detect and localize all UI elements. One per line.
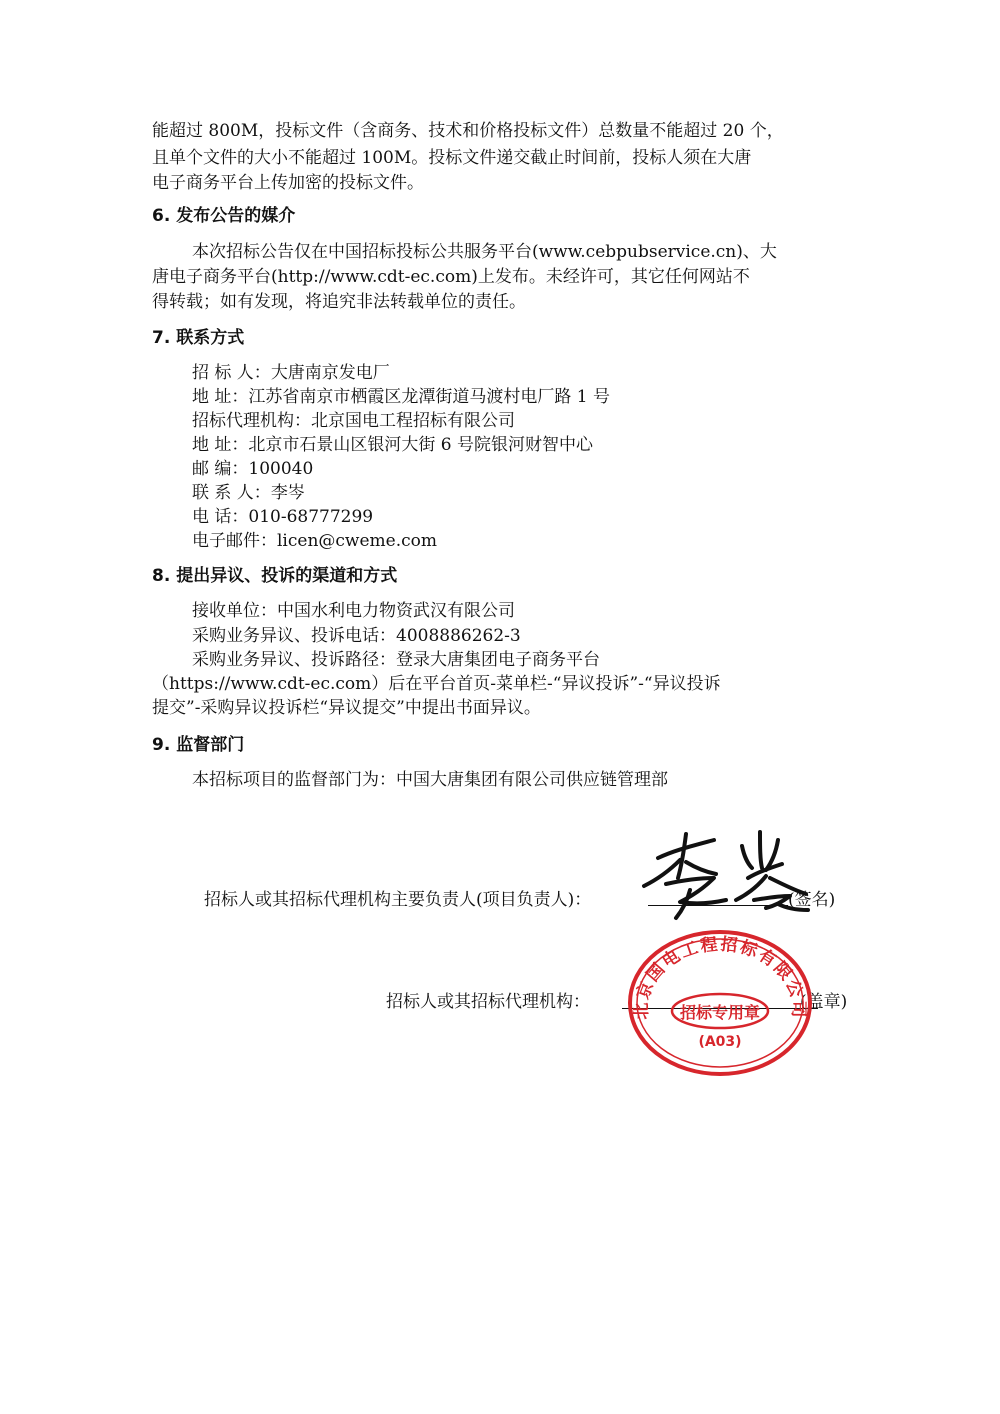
postcode-label: 邮 编： xyxy=(192,459,249,479)
contact-row-tenderer xyxy=(192,361,390,385)
handwritten-signature xyxy=(630,820,830,920)
contact-row-postcode xyxy=(192,457,313,481)
contact-row-email xyxy=(192,529,437,553)
section6-line-1: 本次招标公告仅在中国招标投标公共服务平台(www.cebpubservice.cn)、大 xyxy=(192,242,777,262)
agency-label: 招标代理机构： xyxy=(192,411,311,431)
section8-line-1: 接收单位：中国水利电力物资武汉有限公司 xyxy=(192,601,515,621)
address2-value: 北京市石景山区银河大街 6 号院银河财智中心 xyxy=(248,435,594,455)
section7-heading: 7. 联系方式 xyxy=(152,328,245,348)
section6-line-2: 唐电子商务平台(http://www.cdt-ec.com)上发布。未经许可，其它任何网站不 xyxy=(152,267,750,287)
signer-line: 招标人或其招标代理机构主要负责人(项目负责人)： xyxy=(204,890,592,910)
section6-line-3: 得转载；如有发现，将追究非法转载单位的责任。 xyxy=(152,292,526,312)
section9-heading: 9. 监督部门 xyxy=(152,735,245,755)
agency-value: 北京国电工程招标有限公司 xyxy=(311,411,515,431)
contact-label: 联 系 人： xyxy=(192,483,271,503)
email-label: 电子邮件： xyxy=(192,531,277,551)
address1-value: 江苏省南京市栖霞区龙潭街道马渡村电厂路 1 号 xyxy=(248,387,611,407)
email-value[interactable]: licen@cweme.com xyxy=(277,531,437,551)
section8-line-4: （https://www.cdt-ec.com）后在平台首页-菜单栏-“异议投诉”-“异议投诉 xyxy=(152,674,721,694)
contact-row-address-2 xyxy=(192,433,593,457)
section9-line-1: 本招标项目的监督部门为：中国大唐集团有限公司供应链管理部 xyxy=(192,770,668,790)
section5-line-1: 能超过 800M，投标文件（含商务、技术和价格投标文件）总数量不能超过 20 个， xyxy=(152,121,784,141)
phone-label: 电 话： xyxy=(192,507,249,527)
section8-line-3: 采购业务异议、投诉路径：登录大唐集团电子商务平台 xyxy=(192,650,600,670)
section5-line-3: 电子商务平台上传加密的投标文件。 xyxy=(152,173,424,193)
org-line: 招标人或其招标代理机构： xyxy=(386,992,590,1012)
seal-center-text: 招标专用章 xyxy=(679,1003,761,1022)
seal-code: (A03) xyxy=(698,1034,742,1050)
phone-value: 010-68777299 xyxy=(248,507,374,527)
official-seal xyxy=(625,928,815,1078)
section8-heading: 8. 提出异议、投诉的渠道和方式 xyxy=(152,566,398,586)
sign-suffix: (签名) xyxy=(788,890,836,910)
seal-outer-text: 北京国电工程招标有限公司 xyxy=(631,934,809,1020)
address2-label: 地 址： xyxy=(192,435,249,455)
section8-line-2: 采购业务异议、投诉电话：4008886262-3 xyxy=(192,626,521,646)
tenderer-value: 大唐南京发电厂 xyxy=(270,363,390,383)
contact-row-agency xyxy=(192,409,515,433)
contact-row-contact xyxy=(192,481,305,505)
contact-row-address-1 xyxy=(192,385,610,409)
section5-line-2: 且单个文件的大小不能超过 100M。投标文件递交截止时间前，投标人须在大唐 xyxy=(152,148,752,168)
section8-line-5: 提交”-采购异议投诉栏“异议提交”中提出书面异议。 xyxy=(152,698,541,718)
contact-row-phone xyxy=(192,505,373,529)
postcode-value: 100040 xyxy=(248,459,314,479)
tenderer-label: 招 标 人： xyxy=(192,363,271,383)
contact-value: 李岑 xyxy=(270,483,305,503)
seal-suffix: (盖章) xyxy=(800,992,848,1012)
address1-label: 地 址： xyxy=(192,387,249,407)
section6-heading: 6. 发布公告的媒介 xyxy=(152,206,296,226)
